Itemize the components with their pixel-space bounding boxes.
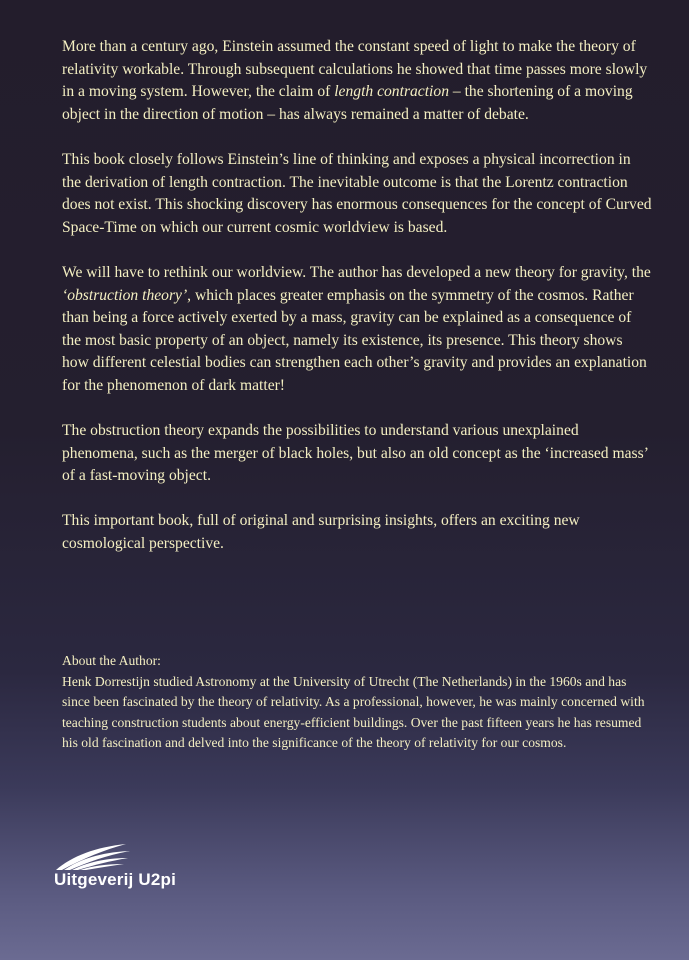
- paragraph-text: , which places greater emphasis on the symmetry of the cosmos. Rather than being a force actively exerted by a mass, gravity can be explained as a consequence of the most basic property of an object, namely its existence, its presence. This theory shows how different celestial bodies can strengthen each other’s gravity and provides an explanation for the phenomenon of dark matter!: [62, 286, 647, 394]
- blurb-text: [62, 36, 652, 578]
- blurb-paragraph: [62, 420, 652, 488]
- publisher-logo: [54, 842, 184, 906]
- blurb-paragraph: [62, 510, 652, 555]
- paragraph-text: This important book, full of original and surprising insights, offers an exciting new cosmological perspective.: [62, 512, 580, 553]
- paragraph-text: We will have to rethink our worldview. The author has developed a new theory for gravity, the: [62, 263, 651, 281]
- blurb-paragraph: [62, 262, 652, 398]
- paragraph-text: The obstruction theory expands the possibilities to understand various unexplained phenomena, such as the merger of black holes, but also an old concept as the ‘increased mass’ of a fast-moving object.: [62, 422, 648, 485]
- publisher-name: Uitgeverij U2pi: [54, 870, 177, 889]
- blurb-paragraph: [62, 36, 652, 126]
- italic-term: length contraction: [334, 83, 449, 101]
- about-author-text: Henk Dorrestijn studied Astronomy at the University of Utrecht (The Netherlands) in the 1960s and has since been fascinated by the theory of relativity. As a professional, however, he was mainly concerned with teaching construction students about energy-efficient buildings. Over the past fifteen years he has resumed his old fascination and delved into the significance of the theory of relativity for our cosmos.: [62, 673, 645, 751]
- blurb-paragraph: [62, 149, 652, 239]
- wing-icon: [54, 842, 134, 872]
- paragraph-text: – the shortening of a moving object in the direction of motion – has always remained a matter of debate.: [62, 83, 633, 123]
- about-author: [62, 651, 652, 754]
- italic-term: ‘obstruction theory’: [62, 286, 188, 304]
- about-author-heading: About the Author:: [62, 653, 161, 668]
- paragraph-text: More than a century ago, Einstein assumed the constant speed of light to make the theory of relativity workable. Through subsequent calculations he showed that time passes more slowly in a moving system. However, the claim of: [62, 38, 648, 101]
- paragraph-text: This book closely follows Einstein’s line of thinking and exposes a physical incorrection in the derivation of length contraction. The inevitable outcome is that the Lorentz contraction does not exist. This shocking discovery has enormous consequences for the concept of Curved Space-Time on which our current cosmic worldview is based.: [62, 150, 652, 236]
